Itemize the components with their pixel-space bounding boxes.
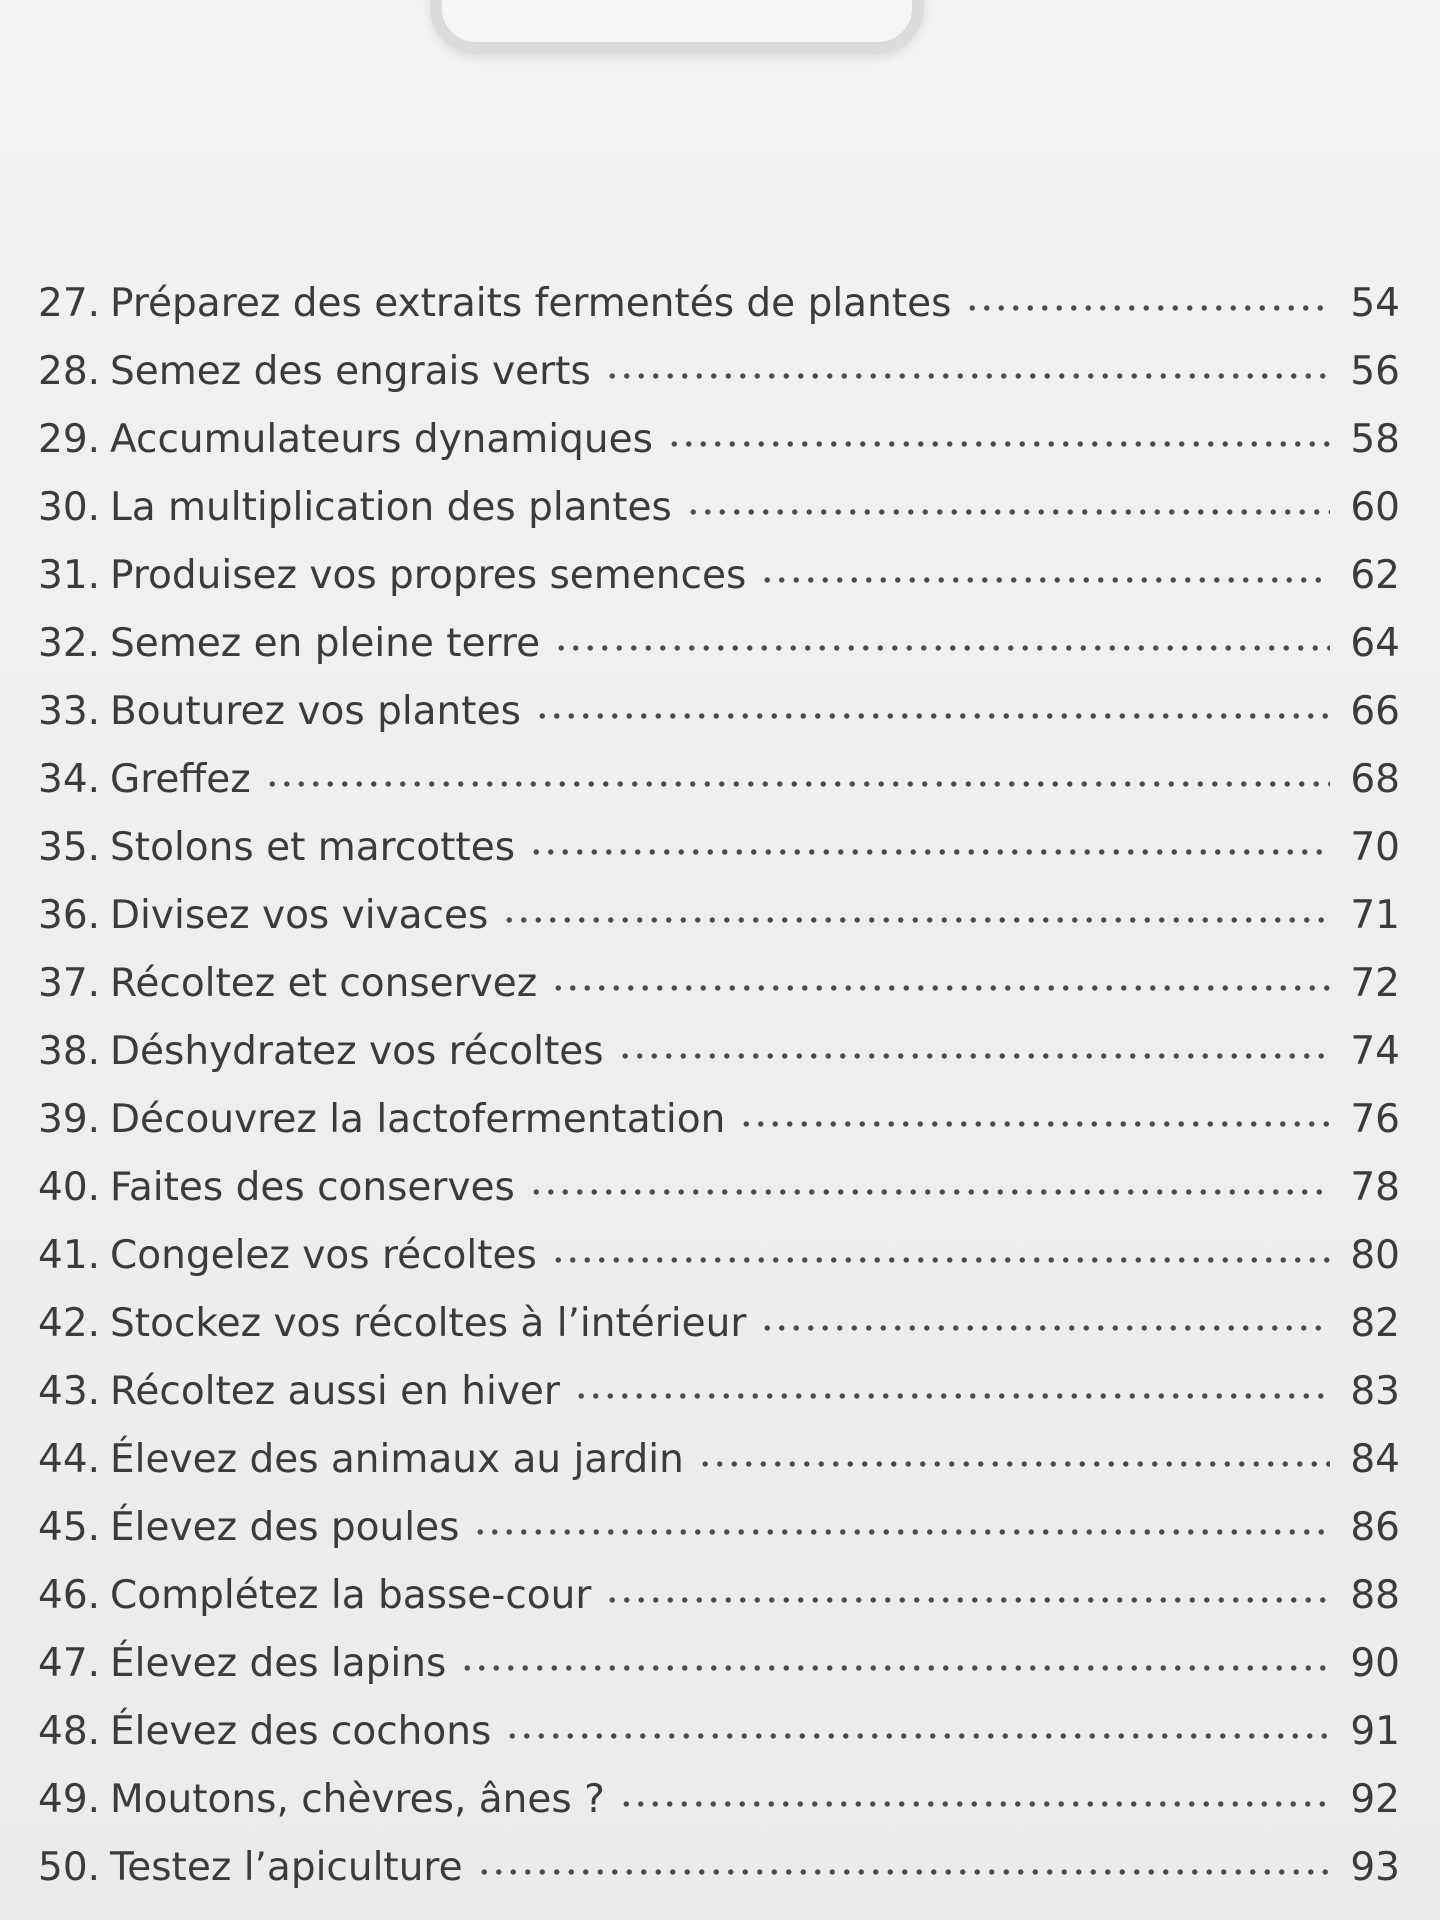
toc-entry-title: Élevez des lapins — [110, 1641, 447, 1686]
toc-entry-number: 34. — [38, 757, 101, 802]
toc-entry — [38, 270, 1400, 338]
toc-entry — [38, 406, 1400, 474]
toc-entry-title: Déshydratez vos récoltes — [110, 1029, 604, 1074]
toc-entry-title: Récoltez et conservez — [110, 961, 538, 1006]
dot-leader — [619, 1801, 1330, 1807]
toc-entry-number: 30. — [38, 485, 101, 530]
toc-entry-number: 31. — [38, 553, 101, 598]
toc-entry — [38, 1358, 1400, 1426]
toc-entry-title: Stockez vos récoltes à l’intérieur — [110, 1301, 747, 1346]
toc-entry-number: 46. — [38, 1573, 101, 1618]
toc-entry-page: 60 — [1350, 485, 1400, 530]
dot-leader — [529, 849, 1330, 855]
toc-entry-page: 54 — [1350, 281, 1400, 326]
dot-leader — [618, 1053, 1330, 1059]
toc-entry-number: 37. — [38, 961, 101, 1006]
toc-entry-title: Congelez vos récoltes — [110, 1233, 537, 1278]
toc-entry-title: Élevez des cochons — [110, 1709, 492, 1754]
toc-entry — [38, 678, 1400, 746]
toc-entry — [38, 610, 1400, 678]
toc-entry-page: 90 — [1350, 1641, 1400, 1686]
toc-entry — [38, 1494, 1400, 1562]
toc-entry — [38, 1698, 1400, 1766]
toc-entry-page: 62 — [1350, 553, 1400, 598]
toc-entry-title: Testez l’apiculture — [110, 1845, 463, 1890]
dot-leader — [574, 1393, 1330, 1399]
toc-entry — [38, 814, 1400, 882]
toc-entry-page: 83 — [1350, 1369, 1400, 1414]
top-rounded-shape — [430, 0, 924, 54]
toc-entry-page: 86 — [1350, 1505, 1400, 1550]
toc-entry — [38, 882, 1400, 950]
dot-leader — [551, 985, 1330, 991]
toc-entry — [38, 1562, 1400, 1630]
toc-entry-title: Faites des conserves — [110, 1165, 515, 1210]
toc-entry-title: Stolons et marcottes — [110, 825, 516, 870]
toc-entry-title: Greffez — [110, 757, 251, 802]
toc-entry-number: 29. — [38, 417, 101, 462]
toc-entry — [38, 950, 1400, 1018]
toc-entry-number: 48. — [38, 1709, 101, 1754]
toc-entry-title: Accumulateurs dynamiques — [110, 417, 653, 462]
toc-entry-title: Élevez des animaux au jardin — [110, 1437, 684, 1482]
toc-entry-title: Divisez vos vivaces — [110, 893, 489, 938]
dot-leader — [760, 577, 1330, 583]
dot-leader — [965, 305, 1330, 311]
toc-entry-title: Semez en pleine terre — [110, 621, 541, 666]
toc-entry-number: 40. — [38, 1165, 101, 1210]
dot-leader — [554, 645, 1330, 651]
dot-leader — [502, 917, 1330, 923]
toc-entry-page: 74 — [1350, 1029, 1400, 1074]
toc-entry-number: 36. — [38, 893, 101, 938]
toc-entry-number: 45. — [38, 1505, 101, 1550]
toc-entry-number: 39. — [38, 1097, 101, 1142]
dot-leader — [739, 1121, 1330, 1127]
toc-entry — [38, 1222, 1400, 1290]
toc-entry — [38, 1834, 1400, 1902]
toc-entry-number: 38. — [38, 1029, 101, 1074]
toc-entry-page: 78 — [1350, 1165, 1400, 1210]
dot-leader — [505, 1733, 1330, 1739]
dot-leader — [265, 781, 1330, 787]
toc-entry-title: Élevez des poules — [110, 1505, 460, 1550]
dot-leader — [605, 1597, 1330, 1603]
toc-entry-page: 91 — [1350, 1709, 1400, 1754]
toc-entry — [38, 1766, 1400, 1834]
toc-entry-page: 71 — [1350, 893, 1400, 938]
dot-leader — [529, 1189, 1330, 1195]
toc-entry-page: 88 — [1350, 1573, 1400, 1618]
dot-leader — [760, 1325, 1330, 1331]
toc-entry-number: 35. — [38, 825, 101, 870]
toc-entry — [38, 542, 1400, 610]
toc-entry-page: 56 — [1350, 349, 1400, 394]
toc-entry-page: 82 — [1350, 1301, 1400, 1346]
toc-entry-page: 80 — [1350, 1233, 1400, 1278]
dot-leader — [551, 1257, 1330, 1263]
toc-entry-number: 32. — [38, 621, 101, 666]
toc-entry-page: 68 — [1350, 757, 1400, 802]
toc-entry — [38, 1018, 1400, 1086]
toc-entry-page: 84 — [1350, 1437, 1400, 1482]
toc-entry — [38, 1290, 1400, 1358]
toc-entry-number: 28. — [38, 349, 101, 394]
toc-entry-page: 76 — [1350, 1097, 1400, 1142]
toc-entry-page: 64 — [1350, 621, 1400, 666]
toc-entry-title: La multiplication des plantes — [110, 485, 672, 530]
dot-leader — [698, 1461, 1330, 1467]
toc-entry-number: 33. — [38, 689, 101, 734]
toc-entry-title: Préparez des extraits fermentés de plantes — [110, 281, 952, 326]
toc-entry-number: 43. — [38, 1369, 101, 1414]
toc-entry-number: 42. — [38, 1301, 101, 1346]
toc-entry — [38, 1086, 1400, 1154]
toc-entry-title: Moutons, chèvres, ânes ? — [110, 1777, 605, 1822]
dot-leader — [667, 441, 1330, 447]
dot-leader — [686, 509, 1330, 515]
toc-entry-page: 93 — [1350, 1845, 1400, 1890]
toc-entry — [38, 1154, 1400, 1222]
toc-entry-title: Récoltez aussi en hiver — [110, 1369, 560, 1414]
toc-entry — [38, 338, 1400, 406]
toc-entry-page: 92 — [1350, 1777, 1400, 1822]
toc-entry — [38, 474, 1400, 542]
toc-entry-page: 70 — [1350, 825, 1400, 870]
toc-entry-page: 66 — [1350, 689, 1400, 734]
toc-entry-title: Produisez vos propres semences — [110, 553, 747, 598]
toc-entry-title: Découvrez la lactofermentation — [110, 1097, 726, 1142]
toc-entry — [38, 1426, 1400, 1494]
toc-entry-number: 41. — [38, 1233, 101, 1278]
toc-entry-number: 50. — [38, 1845, 101, 1890]
toc-entry-number: 27. — [38, 281, 101, 326]
dot-leader — [477, 1869, 1330, 1875]
dot-leader — [605, 373, 1330, 379]
table-of-contents — [38, 270, 1400, 1902]
dot-leader — [473, 1529, 1330, 1535]
toc-entry-title: Bouturez vos plantes — [110, 689, 521, 734]
toc-entry — [38, 1630, 1400, 1698]
toc-entry-number: 44. — [38, 1437, 101, 1482]
toc-entry-number: 47. — [38, 1641, 101, 1686]
toc-entry-number: 49. — [38, 1777, 101, 1822]
toc-entry-title: Semez des engrais verts — [110, 349, 591, 394]
toc-entry-page: 72 — [1350, 961, 1400, 1006]
dot-leader — [535, 713, 1330, 719]
toc-entry-title: Complétez la basse-cour — [110, 1573, 592, 1618]
dot-leader — [460, 1665, 1330, 1671]
toc-entry — [38, 746, 1400, 814]
toc-entry-page: 58 — [1350, 417, 1400, 462]
